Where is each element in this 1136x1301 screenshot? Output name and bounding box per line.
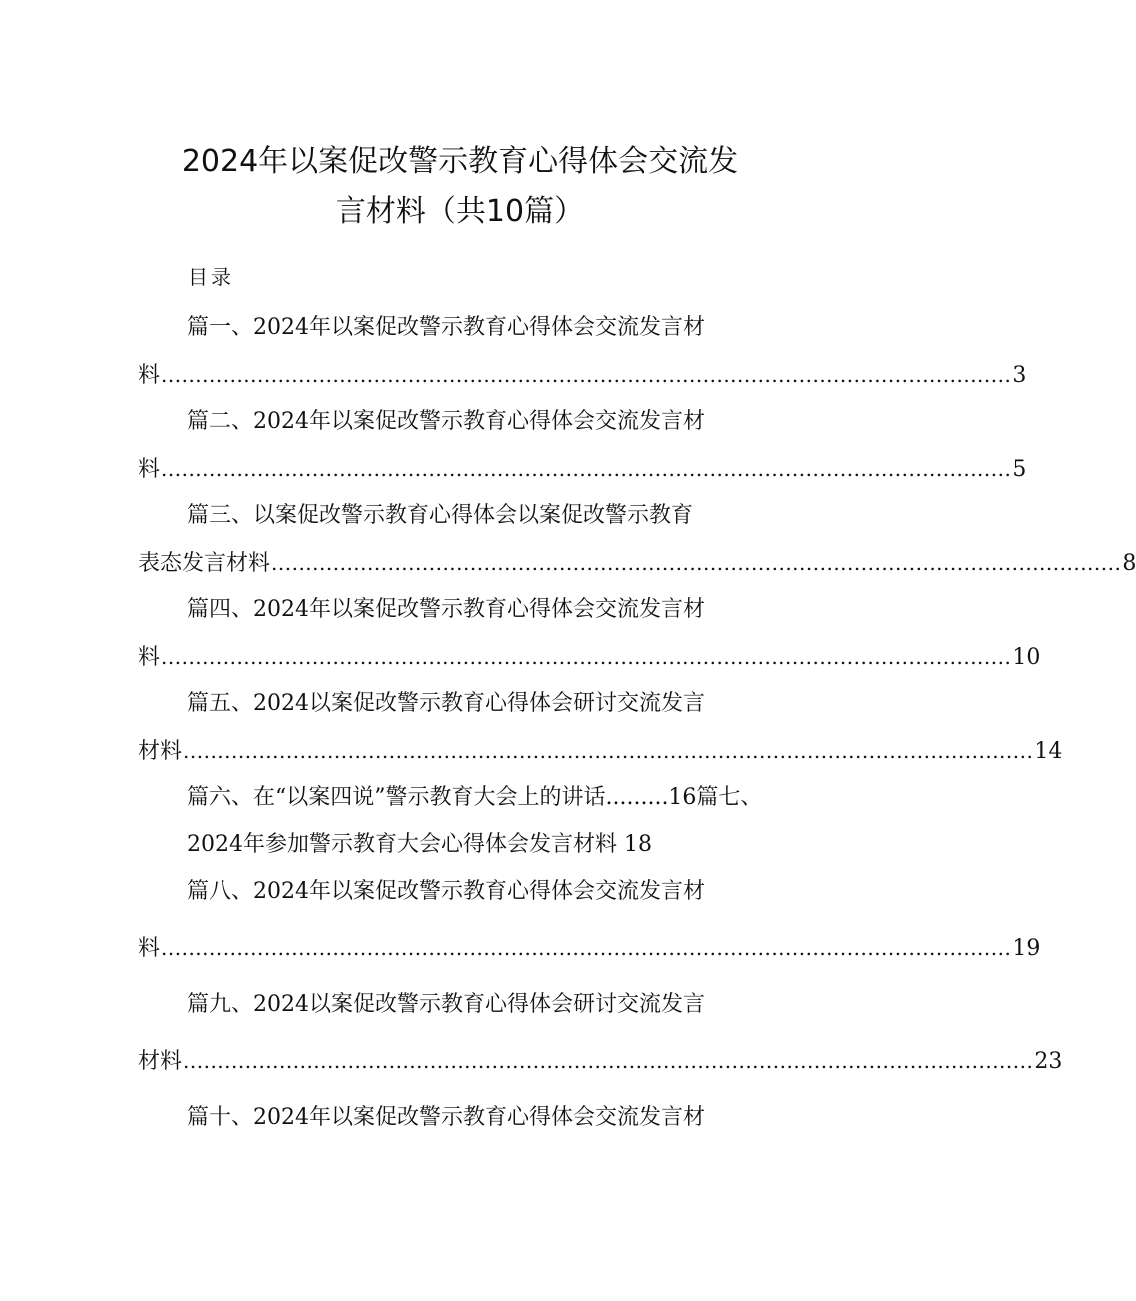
toc-entry-3-page-number: 8 [1122, 551, 1136, 576]
toc-entry-9-line-2[interactable] [138, 1046, 1063, 1077]
dot-leader: ............................................................................................................................ [183, 1049, 1034, 1073]
toc-entry-2-text: 料 [138, 457, 161, 482]
dot-leader: ............................................................................................................................ [161, 363, 1012, 387]
toc-entry-5-text: 材料 [138, 739, 183, 764]
toc-entry-9-text: 材料 [138, 1049, 183, 1074]
toc-entry-8-line-1[interactable]: 篇八、2024年以案促改警示教育心得体会交流发言材 [187, 879, 705, 904]
toc-entry-8-text: 料 [138, 936, 161, 961]
toc-entry-7-line[interactable]: 2024年参加警示教育大会心得体会发言材料 18 [187, 832, 652, 857]
toc-entry-8-page-number: 19 [1012, 936, 1041, 961]
toc-entry-4-text: 料 [138, 645, 161, 670]
toc-entry-2-line-1[interactable]: 篇二、2024年以案促改警示教育心得体会交流发言材 [187, 409, 705, 434]
toc-entry-6-line-1[interactable]: 篇六、在“以案四说”警示教育大会上的讲话.........16篇七、 [187, 785, 763, 810]
dot-leader: ............................................................................................................................ [183, 739, 1034, 763]
toc-entry-2-line-2[interactable] [138, 454, 1027, 485]
toc-entry-9-line-1[interactable]: 篇九、2024以案促改警示教育心得体会研讨交流发言 [187, 992, 705, 1017]
dot-leader: ............................................................................................................................ [161, 457, 1012, 481]
toc-entry-9-page-number: 23 [1034, 1049, 1063, 1074]
document-title-line-1: 2024年以案促改警示教育心得体会交流发 [181, 144, 739, 179]
dot-leader: ............................................................................................................................ [271, 551, 1122, 575]
toc-entry-1-line-1[interactable]: 篇一、2024年以案促改警示教育心得体会交流发言材 [187, 315, 705, 340]
dot-leader: ............................................................................................................................ [161, 645, 1012, 669]
dot-leader: ............................................................................................................................ [161, 936, 1012, 960]
toc-entry-10-line-1[interactable]: 篇十、2024年以案促改警示教育心得体会交流发言材 [187, 1105, 705, 1130]
toc-entry-4-line-2[interactable] [138, 642, 1041, 673]
toc-heading: 目录 [188, 265, 234, 289]
toc-entry-8-line-2[interactable] [138, 933, 1041, 964]
toc-entry-3-line-1[interactable]: 篇三、以案促改警示教育心得体会以案促改警示教育 [187, 503, 694, 528]
toc-entry-1-line-2[interactable] [138, 360, 1027, 391]
toc-entry-4-line-1[interactable]: 篇四、2024年以案促改警示教育心得体会交流发言材 [187, 597, 705, 622]
toc-entry-3-text: 表态发言材料 [138, 551, 271, 576]
toc-entry-3-line-2[interactable] [138, 548, 1136, 579]
toc-entry-5-line-2[interactable] [138, 736, 1063, 767]
toc-entry-5-page-number: 14 [1034, 739, 1063, 764]
toc-entry-2-page-number: 5 [1012, 457, 1027, 482]
toc-entry-5-line-1[interactable]: 篇五、2024以案促改警示教育心得体会研讨交流发言 [187, 691, 705, 716]
toc-entry-1-page-number: 3 [1012, 363, 1027, 388]
toc-entry-4-page-number: 10 [1012, 645, 1041, 670]
document-title-line-2: 言材料（共10篇） [335, 194, 585, 229]
toc-entry-1-text: 料 [138, 363, 161, 388]
